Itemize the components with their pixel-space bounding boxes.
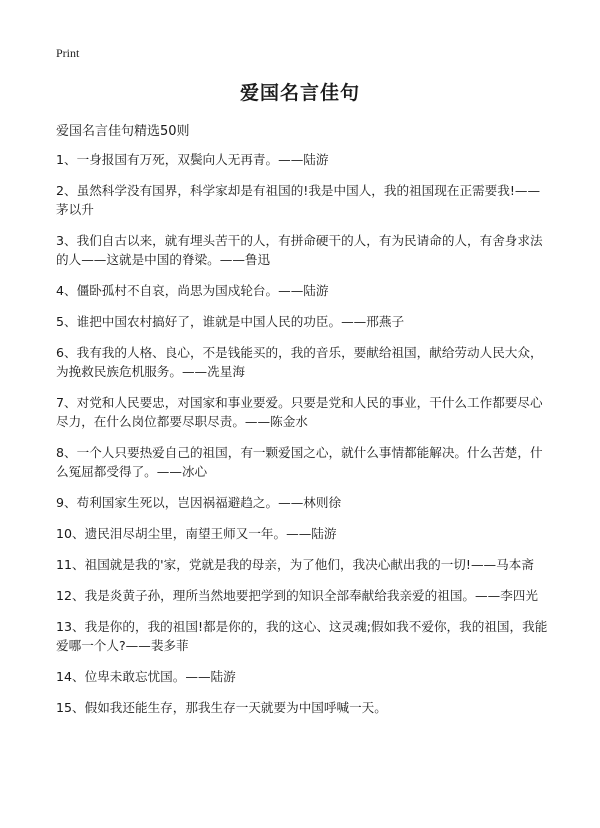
quote-item: 8、一个人只要热爱自己的祖国，有一颗爱国之心，就什么事情都能解决。什么苦楚，什么冤屈都受得了。——冰心 <box>56 445 543 479</box>
quote-item: 4、僵卧孤村不自哀，尚思为国戍轮台。——陆游 <box>56 283 329 298</box>
quote-item: 14、位卑未敢忘忧国。——陆游 <box>56 669 236 684</box>
quote-item: 1、一身报国有万死，双鬓向人无再青。——陆游 <box>56 152 329 167</box>
quote-item: 15、假如我还能生存，那我生存一天就要为中国呼喊一天。 <box>56 700 387 715</box>
quote-item: 12、我是炎黄子孙，理所当然地要把学到的知识全部奉献给我亲爱的祖国。——李四光 <box>56 588 538 603</box>
quote-item: 2、虽然科学没有国界，科学家却是有祖国的!我是中国人，我的祖国现在正需要我!——茅以升 <box>56 183 541 217</box>
quote-item: 9、苟利国家生死以，岂因祸福避趋之。——林则徐 <box>56 495 342 510</box>
quote-item: 10、遗民泪尽胡尘里，南望王师又一年。——陆游 <box>56 526 337 541</box>
quote-item: 5、谁把中国农村搞好了，谁就是中国人民的功臣。——邢燕子 <box>56 314 405 329</box>
document-subtitle: 爱国名言佳句精选50则 <box>56 124 190 139</box>
document-title: 爱国名言佳句 <box>239 82 360 104</box>
quote-item: 7、对党和人民要忠，对国家和事业要爱。只要是党和人民的事业，干什么工作都要尽心尽力，在什么岗位都要尽职尽责。——陈金水 <box>56 395 543 429</box>
quote-list <box>56 150 551 729</box>
quote-item: 6、我有我的人格、良心，不是钱能买的，我的音乐，要献给祖国，献给劳动人民大众，为挽救民族危机服务。——冼星海 <box>56 345 543 379</box>
quote-item: 13、我是你的，我的祖国!都是你的，我的这心、这灵魂;假如我不爱你，我的祖国，我能爱哪一个人?——裴多菲 <box>56 619 548 653</box>
quote-item: 11、祖国就是我的'家，党就是我的母亲，为了他们，我决心献出我的一切!——马本斋 <box>56 557 534 572</box>
print-label: Print <box>56 46 80 60</box>
quote-item: 3、我们自古以来，就有埋头苦干的人，有拼命硬干的人，有为民请命的人，有舍身求法的人——这就是中国的脊梁。——鲁迅 <box>56 233 543 267</box>
